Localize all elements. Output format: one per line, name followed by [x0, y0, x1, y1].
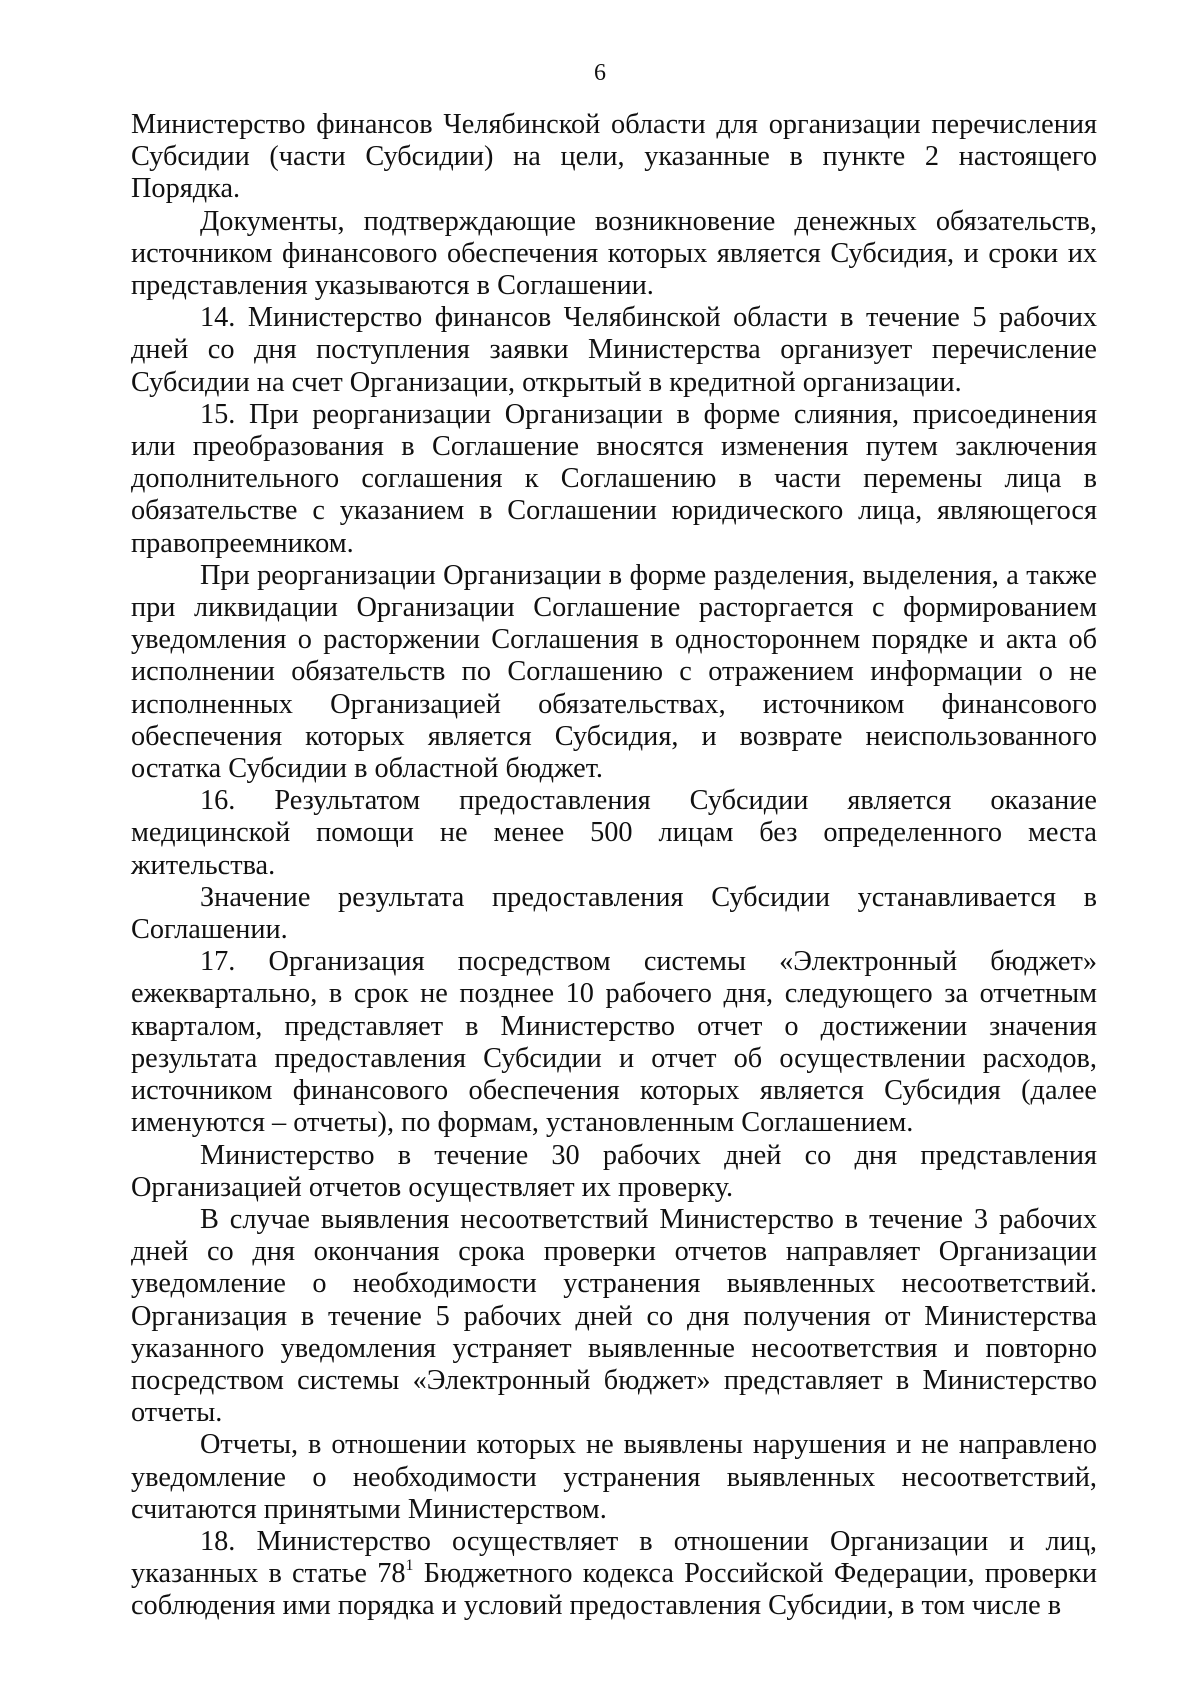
paragraph-item-18 — [131, 1526, 1097, 1623]
paragraph-item-15: 15. При реорганизации Организации в форме слияния, присоединения или преобразования в Соглашение вносятся изменения путем заключения дополнительного соглашения к Соглашению в части перемены лица в обязательстве с указанием в Соглашении юридического лица, являющегося правопреемником. — [131, 398, 1097, 559]
paragraph: Министерство в течение 30 рабочих дней со дня представления Организацией отчетов осуществляет их проверку. — [131, 1139, 1097, 1203]
paragraph-item-16: 16. Результатом предоставления Субсидии является оказание медицинской помощи не менее 500 лицам без определенного места жительства. — [131, 785, 1097, 881]
paragraph: При реорганизации Организации в форме разделения, выделения, а также при ликвидации Организации Соглашение расторгается с формированием уведомления о расторжении Соглашения в одностороннем порядке и акта об исполнении обязательств по Соглашению с отражением информации о не исполненных Организацией обязательствах, источником финансового обеспечения которых является Субсидия, и возврате неиспользованного остатка Субсидии в областной бюджет. — [131, 559, 1097, 785]
article-superscript: 1 — [405, 1556, 414, 1574]
paragraph: В случае выявления несоответствий Министерство в течение 3 рабочих дней со дня окончания срока проверки отчетов направляет Организации уведомление о необходимости устранения выявленных несоответствий. Организация в течение 5 рабочих дней со дня получения от Министерства указанного уведомления устраняет выявленные несоответствия и повторно посредством системы «Электронный бюджет» представляет в Министерство отчеты. — [131, 1203, 1097, 1429]
paragraph: Значение результата предоставления Субсидии устанавливается в Соглашении. — [131, 881, 1097, 946]
document-body — [131, 109, 1097, 1623]
paragraph-text: 18. Министерство осуществляет в отношении Организации и лиц, указанных в статье 78 — [131, 1525, 1097, 1590]
paragraph: Министерство финансов Челябинской области для организации перечисления Субсидии (части Субсидии) на цели, указанные в пункте 2 настоящего Порядка. — [131, 109, 1097, 205]
paragraph-item-14: 14. Министерство финансов Челябинской области в течение 5 рабочих дней со дня поступления заявки Министерства организует перечисление Субсидии на счет Организации, открытый в кредитной организации. — [131, 302, 1097, 398]
paragraph-text: Бюджетного кодекса Российской Федерации, проверки соблюдения ими порядка и условий предоставления Субсидии, в том числе в — [131, 1558, 1097, 1622]
paragraph: Документы, подтверждающие возникновение денежных обязательств, источником финансового обеспечения которых является Субсидия, и сроки их представления указываются в Соглашении. — [131, 205, 1097, 302]
paragraph-item-17: 17. Организация посредством системы «Электронный бюджет» ежеквартально, в срок не позднее 10 рабочего дня, следующего за отчетным кварталом, представляет в Министерство отчет о достижении значения результата предоставления Субсидии и отчет об осуществлении расходов, источником финансового обеспечения которых является Субсидия (далее именуются – отчеты), по формам, установленным Соглашением. — [131, 946, 1097, 1139]
page-number: 6 — [594, 60, 606, 86]
paragraph: Отчеты, в отношении которых не выявлены нарушения и не направлено уведомление о необходимости устранения выявленных несоответствий, считаются принятыми Министерством. — [131, 1429, 1097, 1525]
